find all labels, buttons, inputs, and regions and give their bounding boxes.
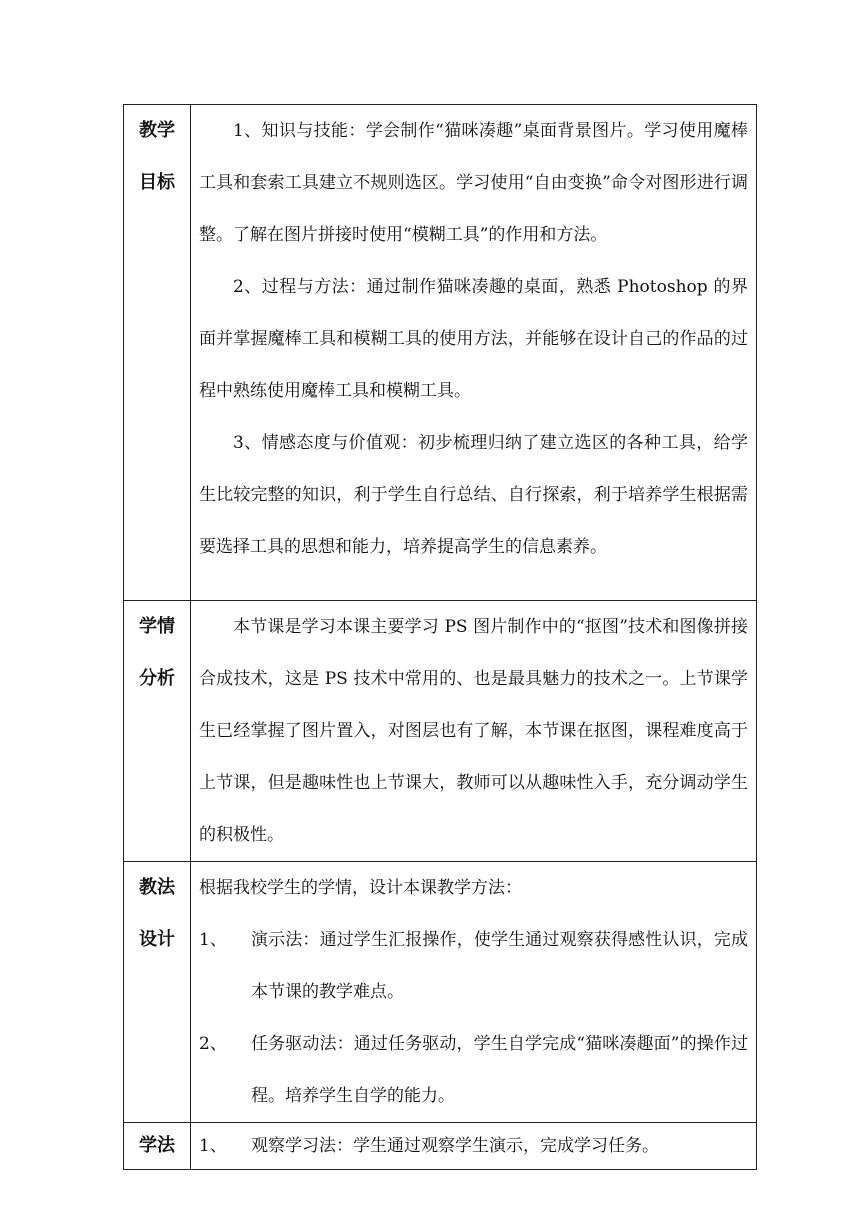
method-item-text: 任务驱动法：通过任务驱动，学生自学完成“猫咪凑趣面”的操作过程。培养学生自学的能力。 xyxy=(251,1034,748,1106)
analysis-label-line-2: 分析 xyxy=(139,668,175,689)
method-label-cell xyxy=(124,862,191,1123)
method-item-number: 2、 xyxy=(199,1034,227,1054)
table-row-learning xyxy=(124,1123,757,1170)
method-label-line-2: 设计 xyxy=(139,929,175,950)
table-row-analysis xyxy=(124,601,757,862)
method-intro: 根据我校学生的学情，设计本课教学方法： xyxy=(199,878,522,898)
analysis-content-cell xyxy=(191,601,757,862)
table-row-goals xyxy=(124,105,757,601)
analysis-label xyxy=(124,601,190,705)
goals-content-cell xyxy=(191,105,757,601)
method-item-number: 1、 xyxy=(199,930,227,950)
goals-label xyxy=(124,105,190,209)
goals-paragraph-1: 1、知识与技能：学会制作“猫咪凑趣”桌面背景图片。学习使用魔棒工具和套索工具建立不规则选区。学习使用“自由变换”命令对图形进行调整。了解在图片拼接时使用“模糊工具”的作用和方法。 xyxy=(199,121,748,245)
method-list-item xyxy=(199,914,748,1018)
analysis-paragraph: 本节课是学习本课主要学习 PS 图片制作中的“抠图”技术和图像拼接合成技术，这是 PS 技术中常用的、也是最具魅力的技术之一。上节课学生已经掌握了图片置入，对图层也有了解，本节课在抠图，课程难度高于上节课，但是趣味性也上节课大，教师可以从趣味性入手，充分调动学生的积极性。 xyxy=(199,617,748,845)
method-list-item xyxy=(199,1018,748,1122)
learning-item-text: 观察学习法：学生通过观察学生演示，完成学习任务。 xyxy=(251,1136,659,1156)
method-item-text: 演示法：通过学生汇报操作，使学生通过观察获得感性认识，完成本节课的教学难点。 xyxy=(251,930,748,1002)
learning-content-cell xyxy=(191,1123,757,1170)
goals-paragraph-3: 3、情感态度与价值观：初步梳理归纳了建立选区的各种工具，给学生比较完整的知识，利于学生自行总结、自行探索，利于培养学生根据需要选择工具的思想和能力，培养提高学生的信息素养。 xyxy=(199,433,748,557)
lesson-plan-table xyxy=(123,104,757,1170)
table-row-method xyxy=(124,862,757,1123)
goals-label-line-1: 教学 xyxy=(139,120,175,141)
learning-list-item xyxy=(199,1123,748,1169)
goals-label-cell xyxy=(124,105,191,601)
learning-label-cell xyxy=(124,1123,191,1170)
learning-label-line-1: 学法 xyxy=(139,1135,175,1156)
analysis-label-cell xyxy=(124,601,191,862)
goals-label-line-2: 目标 xyxy=(139,172,175,193)
method-label-line-1: 教法 xyxy=(139,877,175,898)
method-content-cell xyxy=(191,862,757,1123)
goals-paragraph-2: 2、过程与方法：通过制作猫咪凑趣的桌面，熟悉 Photoshop 的界面并掌握魔棒工具和模糊工具的使用方法，并能够在设计自己的作品的过程中熟练使用魔棒工具和模糊工具。 xyxy=(199,277,748,401)
learning-item-number: 1、 xyxy=(199,1136,227,1156)
learning-label xyxy=(124,1123,190,1169)
method-label xyxy=(124,862,190,966)
analysis-label-line-1: 学情 xyxy=(139,616,175,637)
